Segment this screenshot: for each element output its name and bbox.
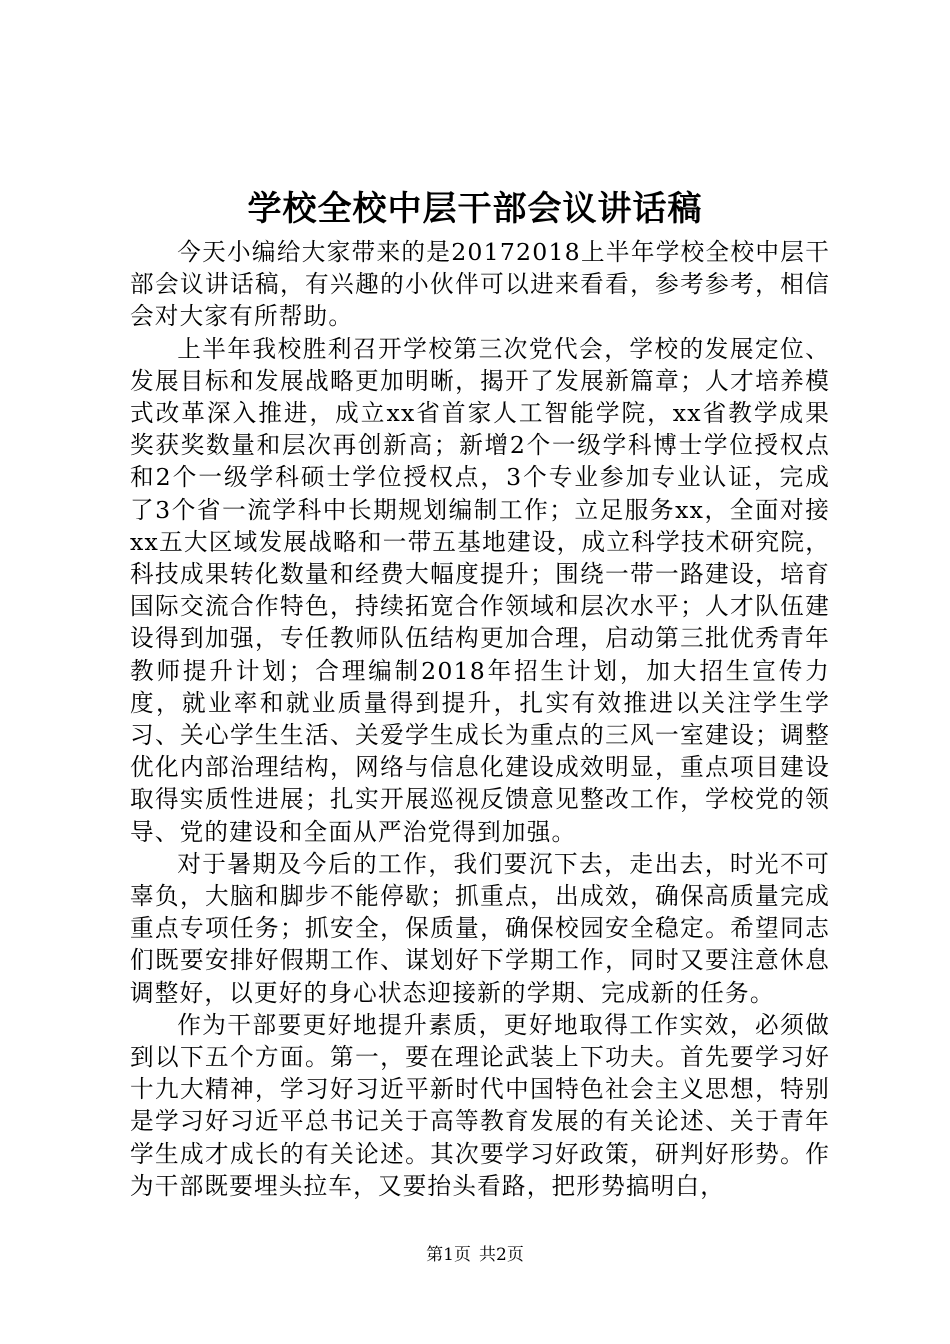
paragraph-cadre-requirements: 作为干部要更好地提升素质，更好地取得工作实效，必须做到以下五个方面。第一，要在理论武装上下功夫。首先要学习好十九大精神，学习好习近平新时代中国特色社会主义思想，特别是学习好习近平总书记关于高等教育发展的有关论述、关于青年学生成才成长的有关论述。其次要学习好政策，研判好形势。作为干部既要埋头拉车，又要抬头看路，把形势搞明白， — [130, 1010, 830, 1200]
document-title: 学校全校中层干部会议讲话稿 — [247, 189, 703, 229]
page-number-total: 共2页 — [479, 1245, 524, 1265]
document-body — [130, 236, 830, 1202]
page-footer — [0, 1243, 950, 1267]
paragraph-intro: 今天小编给大家带来的是20172018上半年学校全校中层干部会议讲话稿，有兴趣的小伙伴可以进来看看，参考参考，相信会对大家有所帮助。 — [130, 238, 830, 331]
page-number-current: 第1页 — [426, 1245, 471, 1265]
paragraph-achievements: 上半年我校胜利召开学校第三次党代会，学校的发展定位、发展目标和发展战略更加明晰，揭开了发展新篇章；人才培养模式改革深入推进，成立xx省首家人工智能学院，xx省教学成果奖获奖数量和层次再创新高；新增2个一级学科博士学位授权点和2个一级学科硕士学位授权点，3个专业参加专业认证，完成了3个省一流学科中长期规划编制工作；立足服务xx，全面对接xx五大区域发展战略和一带五基地建设，成立科学技术研究院，科技成果转化数量和经费大幅度提升；围绕一带一路建设，培育国际交流合作特色，持续拓宽合作领域和层次水平；人才队伍建设得到加强，专任教师队伍结构更加合理，启动第三批优秀青年教师提升计划；合理编制2018年招生计划，加大招生宣传力度，就业率和就业质量得到提升，扎实有效推进以关注学生学习、关心学生生活、关爱学生成长为重点的三风一室建设；调整优化内部治理结构，网络与信息化建设成效明显，重点项目建设取得实质性进展；扎实开展巡视反馈意见整改工作，学校党的领导、党的建设和全面从严治党得到加强。 — [130, 334, 830, 846]
paragraph-summer-work: 对于暑期及今后的工作，我们要沉下去，走出去，时光不可辜负，大脑和脚步不能停歇；抓重点，出成效，确保高质量完成重点专项任务；抓安全，保质量，确保校园安全稳定。希望同志们既要安排好假期工作、谋划好下学期工作，同时又要注意休息调整好，以更好的身心状态迎接新的学期、完成新的任务。 — [130, 849, 830, 1007]
